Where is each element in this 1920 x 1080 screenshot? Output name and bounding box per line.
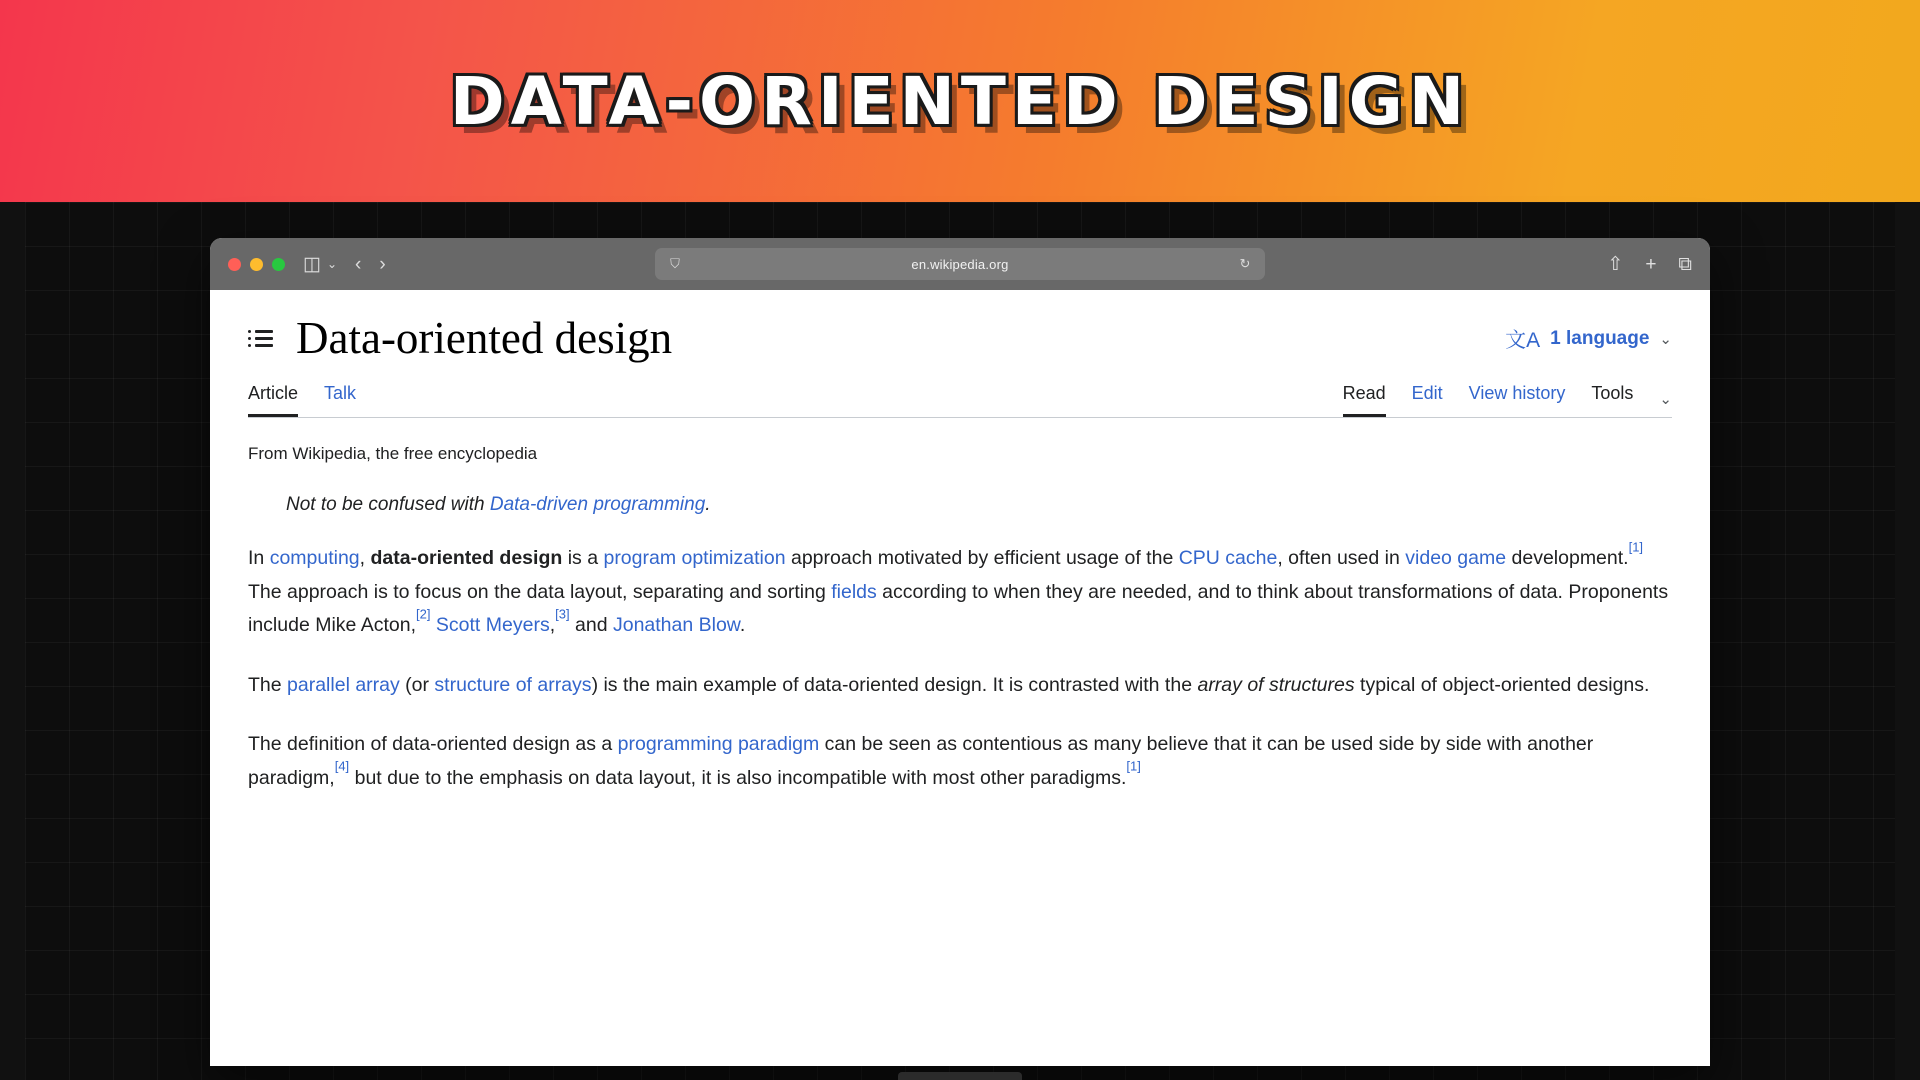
tab-edit[interactable]: Edit	[1411, 383, 1443, 404]
text-fragment: The	[248, 673, 288, 696]
banner-title: DATA-ORIENTED DESIGN	[449, 62, 1471, 140]
emphasis-array-of-structures: array of structures	[1197, 673, 1355, 696]
reference-3[interactable]: [3]	[555, 606, 570, 622]
window-traffic-lights	[228, 258, 285, 271]
page-title: Data-oriented design	[296, 313, 673, 363]
text-fragment: , often used in	[1277, 547, 1406, 569]
paragraph-2	[248, 669, 1672, 703]
hatnote-prefix: Not to be confused with	[286, 494, 490, 515]
term-bold: data-oriented design	[370, 547, 563, 569]
back-button-icon[interactable]: ‹	[355, 253, 362, 275]
reference-4[interactable]: [4]	[334, 758, 350, 774]
article-header	[248, 290, 1672, 375]
tab-view-history[interactable]: View history	[1468, 383, 1566, 404]
text-fragment: In	[248, 547, 270, 569]
tab-read[interactable]: Read	[1343, 383, 1386, 417]
language-count-label: 1 language	[1550, 327, 1650, 349]
titlebar-right-controls	[1607, 238, 1692, 290]
link-computing[interactable]: computing	[269, 547, 360, 569]
link-scott-meyers[interactable]: Scott Meyers	[435, 614, 550, 637]
reload-icon[interactable]: ↻	[1239, 256, 1251, 271]
text-fragment: (or	[399, 673, 435, 696]
paragraph-1	[248, 539, 1672, 643]
link-programming-paradigm[interactable]: programming paradigm	[617, 733, 820, 756]
hatnote-suffix: .	[705, 494, 711, 515]
address-bar-url: en.wikipedia.org	[911, 256, 1009, 272]
page-settings-icon[interactable]: ⛉	[670, 256, 680, 271]
text-fragment: The approach is to focus on the data layout, separating and sorting	[248, 580, 832, 603]
text-fragment: .	[739, 614, 746, 637]
site-subtitle: From Wikipedia, the free encyclopedia	[248, 444, 538, 463]
language-selector[interactable]	[1505, 324, 1672, 354]
language-icon: 文A	[1505, 328, 1541, 352]
article-tabs	[248, 375, 1672, 418]
namespace-tabs	[248, 375, 356, 417]
share-icon[interactable]: ⇧	[1607, 253, 1624, 275]
text-fragment: ,	[549, 614, 556, 637]
address-bar[interactable]	[655, 248, 1265, 280]
main-menu-icon[interactable]	[248, 330, 274, 347]
reference-1b[interactable]: [1]	[1126, 758, 1141, 774]
link-structure-of-arrays[interactable]: structure of arrays	[434, 673, 592, 696]
tab-article[interactable]: Article	[248, 383, 298, 417]
window-bottom-indicator	[898, 1072, 1022, 1080]
text-fragment: ) is the main example of data-oriented design. It is contrasted with the	[591, 673, 1198, 696]
chevron-down-icon[interactable]: ⌄	[326, 257, 338, 271]
maximize-window-button[interactable]	[272, 258, 285, 271]
text-fragment: and	[569, 614, 613, 637]
text-fragment: is a	[562, 547, 604, 569]
tab-overview-icon[interactable]: ⧉	[1678, 253, 1692, 275]
new-tab-icon[interactable]: +	[1645, 253, 1657, 275]
text-fragment: can be seen as contentious as many believe that it can be used side by side with another paradigm,	[248, 733, 1594, 789]
minimize-window-button[interactable]	[250, 258, 263, 271]
link-parallel-array[interactable]: parallel array	[287, 673, 400, 696]
text-fragment: but due to the emphasis on data layout, it is also incompatible with most other paradigms.	[349, 766, 1127, 789]
tab-talk[interactable]: Talk	[324, 383, 357, 404]
link-fields[interactable]: fields	[831, 580, 877, 603]
tab-tools[interactable]: Tools	[1591, 383, 1634, 404]
view-tabs	[1343, 375, 1672, 417]
text-fragment: The definition of data-oriented design as a	[248, 733, 618, 756]
text-fragment: according to when they are needed, and to think about transformations of data. Proponents include Mike Acton,	[248, 580, 1669, 637]
hatnote-link[interactable]: Data-driven programming	[489, 494, 706, 515]
reference-1[interactable]: [1]	[1628, 539, 1644, 555]
link-video-game[interactable]: video game	[1405, 547, 1507, 569]
title-banner	[0, 0, 1920, 202]
text-fragment: typical of object-oriented designs.	[1354, 673, 1650, 696]
link-jonathan-blow[interactable]: Jonathan Blow	[612, 614, 740, 637]
sidebar-toggle-icon[interactable]: ◫	[303, 253, 321, 275]
wikipedia-page	[210, 290, 1710, 1066]
forward-button-icon[interactable]: ›	[379, 253, 386, 275]
chevron-down-icon[interactable]: ⌄	[1659, 330, 1672, 348]
browser-titlebar	[210, 238, 1710, 290]
link-program-optimization[interactable]: program optimization	[603, 547, 786, 569]
text-fragment: ,	[359, 547, 371, 569]
close-window-button[interactable]	[228, 258, 241, 271]
text-fragment: development.	[1506, 547, 1629, 569]
reference-2[interactable]: [2]	[416, 606, 431, 622]
browser-window	[210, 238, 1710, 1066]
paragraph-3	[248, 728, 1672, 795]
text-fragment: approach motivated by efficient usage of the	[785, 547, 1179, 569]
link-cpu-cache[interactable]: CPU cache	[1178, 547, 1278, 569]
chevron-down-icon[interactable]: ⌄	[1659, 391, 1672, 408]
hatnote	[286, 494, 1672, 516]
